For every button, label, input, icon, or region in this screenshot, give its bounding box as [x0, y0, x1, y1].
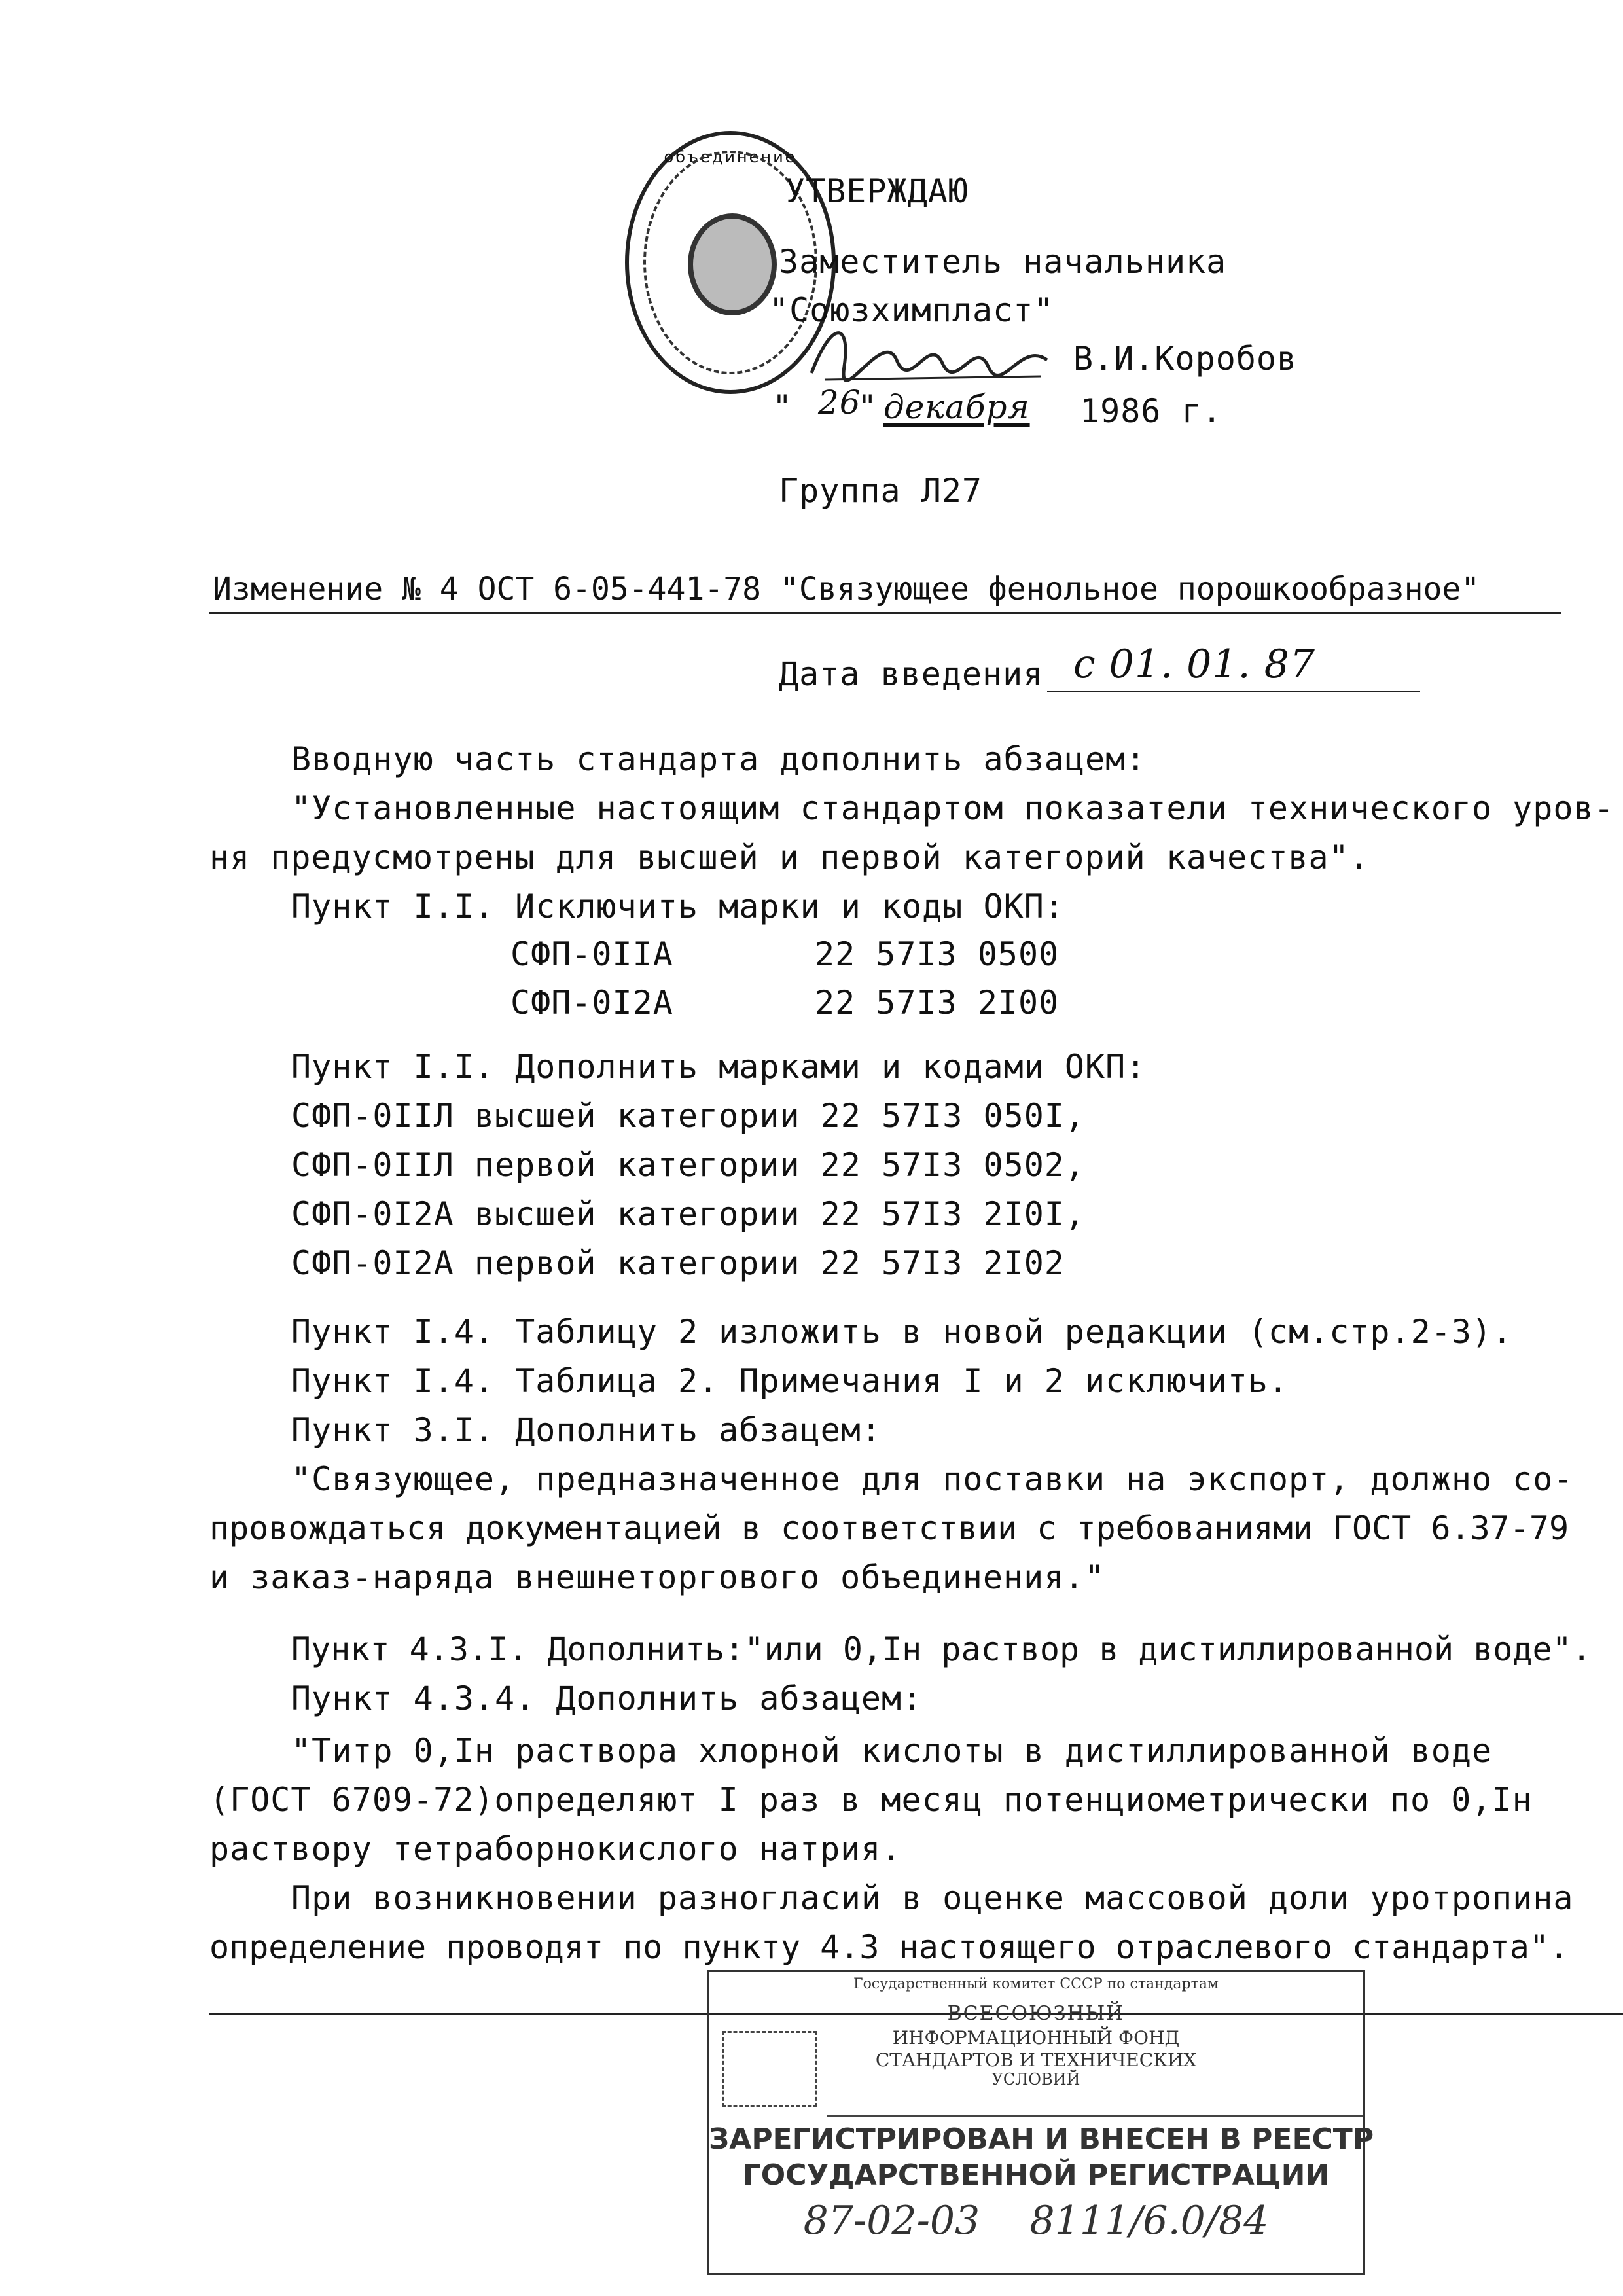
approval-date-year: 1986 г. [1080, 392, 1222, 430]
stamp-line: СТАНДАРТОВ И ТЕХНИЧЕСКИХ [875, 2049, 1197, 2071]
excluded-mark: СФП-0I2А [510, 984, 673, 1022]
added-mark-row: СФП-0I2А высшей категории 22 57I3 2I0I, [291, 1195, 1085, 1233]
stamp-divider [827, 2115, 1363, 2117]
body-line: Пункт 4.3.I. Дополнить:"или 0,Iн раствор в дистиллированной воде". [291, 1630, 1592, 1668]
approval-date-month: декабря [883, 388, 1030, 426]
approver-position: Заместитель начальника [779, 243, 1227, 281]
approval-date-open-quote: " [772, 388, 793, 426]
added-mark-row: СФП-0IIЛ первой категории 22 57I3 0502, [291, 1146, 1085, 1184]
body-line: Пункт I.4. Таблица 2. Примечания I и 2 исключить. [291, 1362, 1289, 1400]
stamp-registration-number: 87-02-03 8111/6.0/84 [803, 2198, 1269, 2244]
body-line: Пункт 4.3.4. Дополнить абзацем: [291, 1679, 923, 1717]
approval-date-day: 26 [818, 384, 861, 422]
excluded-mark: СФП-0IIА [510, 935, 673, 973]
registration-stamp [707, 1970, 1374, 2275]
stamp-line: ВСЕСОЮЗНЫЙ [947, 2002, 1125, 2025]
body-line: (ГОСТ 6709-72)определяют I раз в месяц потенциометрически по 0,Iн [209, 1781, 1533, 1819]
group-code: Группа Л27 [779, 472, 983, 510]
body-line: раствору тетраборнокислого натрия. [209, 1830, 902, 1868]
body-line: "Связующее, предназначенное для поставки на экспорт, должно со- [291, 1460, 1574, 1498]
body-line: Вводную часть стандарта дополнить абзацем: [291, 740, 1147, 778]
stamp-line: ЗАРЕГИСТРИРОВАН И ВНЕСЕН В РЕЕСТР [709, 2123, 1374, 2156]
added-mark-row: СФП-0IIЛ высшей категории 22 57I3 050I, [291, 1097, 1085, 1135]
body-line: При возникновении разногласий в оценке массовой доли уротропина [291, 1879, 1574, 1917]
excluded-code: 22 57I3 2I00 [815, 984, 1060, 1022]
added-mark-row: СФП-0I2А первой категории 22 57I3 2I02 [291, 1244, 1065, 1282]
body-line: ня предусмотрены для высшей и первой категорий качества". [209, 838, 1370, 876]
seal-emblem [688, 213, 777, 315]
body-line: Пункт I.I. Дополнить марками и кодами ОКП: [291, 1048, 1147, 1086]
seal-text: объединение [664, 148, 797, 166]
body-line: провождаться документацией в соответствии с требованиями ГОСТ 6.37-79 [209, 1509, 1569, 1547]
stamp-line: ГОСУДАРСТВЕННОЙ РЕГИСТРАЦИИ [742, 2159, 1330, 2192]
intro-date-label: Дата введения [779, 655, 1044, 693]
body-line: "Титр 0,Iн раствора хлорной кислоты в дистиллированной воде [291, 1732, 1493, 1770]
intro-date-value: с 01. 01. 87 [1073, 641, 1316, 687]
stamp-line: УСЛОВИЙ [991, 2070, 1080, 2089]
body-line: и заказ-наряда внешнеторгового объединения." [209, 1558, 1105, 1596]
signature [805, 314, 1054, 393]
stamp-line: ИНФОРМАЦИОННЫЙ ФОНД [892, 2027, 1180, 2049]
excluded-code: 22 57I3 0500 [815, 935, 1060, 973]
body-line: Пункт I.4. Таблицу 2 изложить в новой редакции (см.стр.2-3). [291, 1313, 1513, 1351]
approval-date-close-quote: " [857, 388, 878, 426]
body-line: Пункт 3.I. Дополнить абзацем: [291, 1411, 882, 1449]
intro-date-underline [1047, 691, 1420, 692]
body-line: "Установленные настоящим стандартом показатели технического уров- [291, 789, 1614, 827]
stamp-line: Государственный комитет СССР по стандартам [853, 1976, 1219, 1992]
body-line: Пункт I.I. Исключить марки и коды ОКП: [291, 888, 1065, 925]
title-underline [209, 612, 1561, 614]
approve-word: УТВЕРЖДАЮ [785, 172, 969, 210]
approver-name: В.И.Коробов [1073, 340, 1298, 378]
body-line: определение проводят по пункту 4.3 настоящего отраслевого стандарта". [209, 1928, 1569, 1966]
document-title: Изменение № 4 ОСТ 6-05-441-78 "Связующее фенольное порошкообразное" [213, 571, 1480, 607]
approver-organization: "Союзхимпласт" [769, 291, 1054, 329]
